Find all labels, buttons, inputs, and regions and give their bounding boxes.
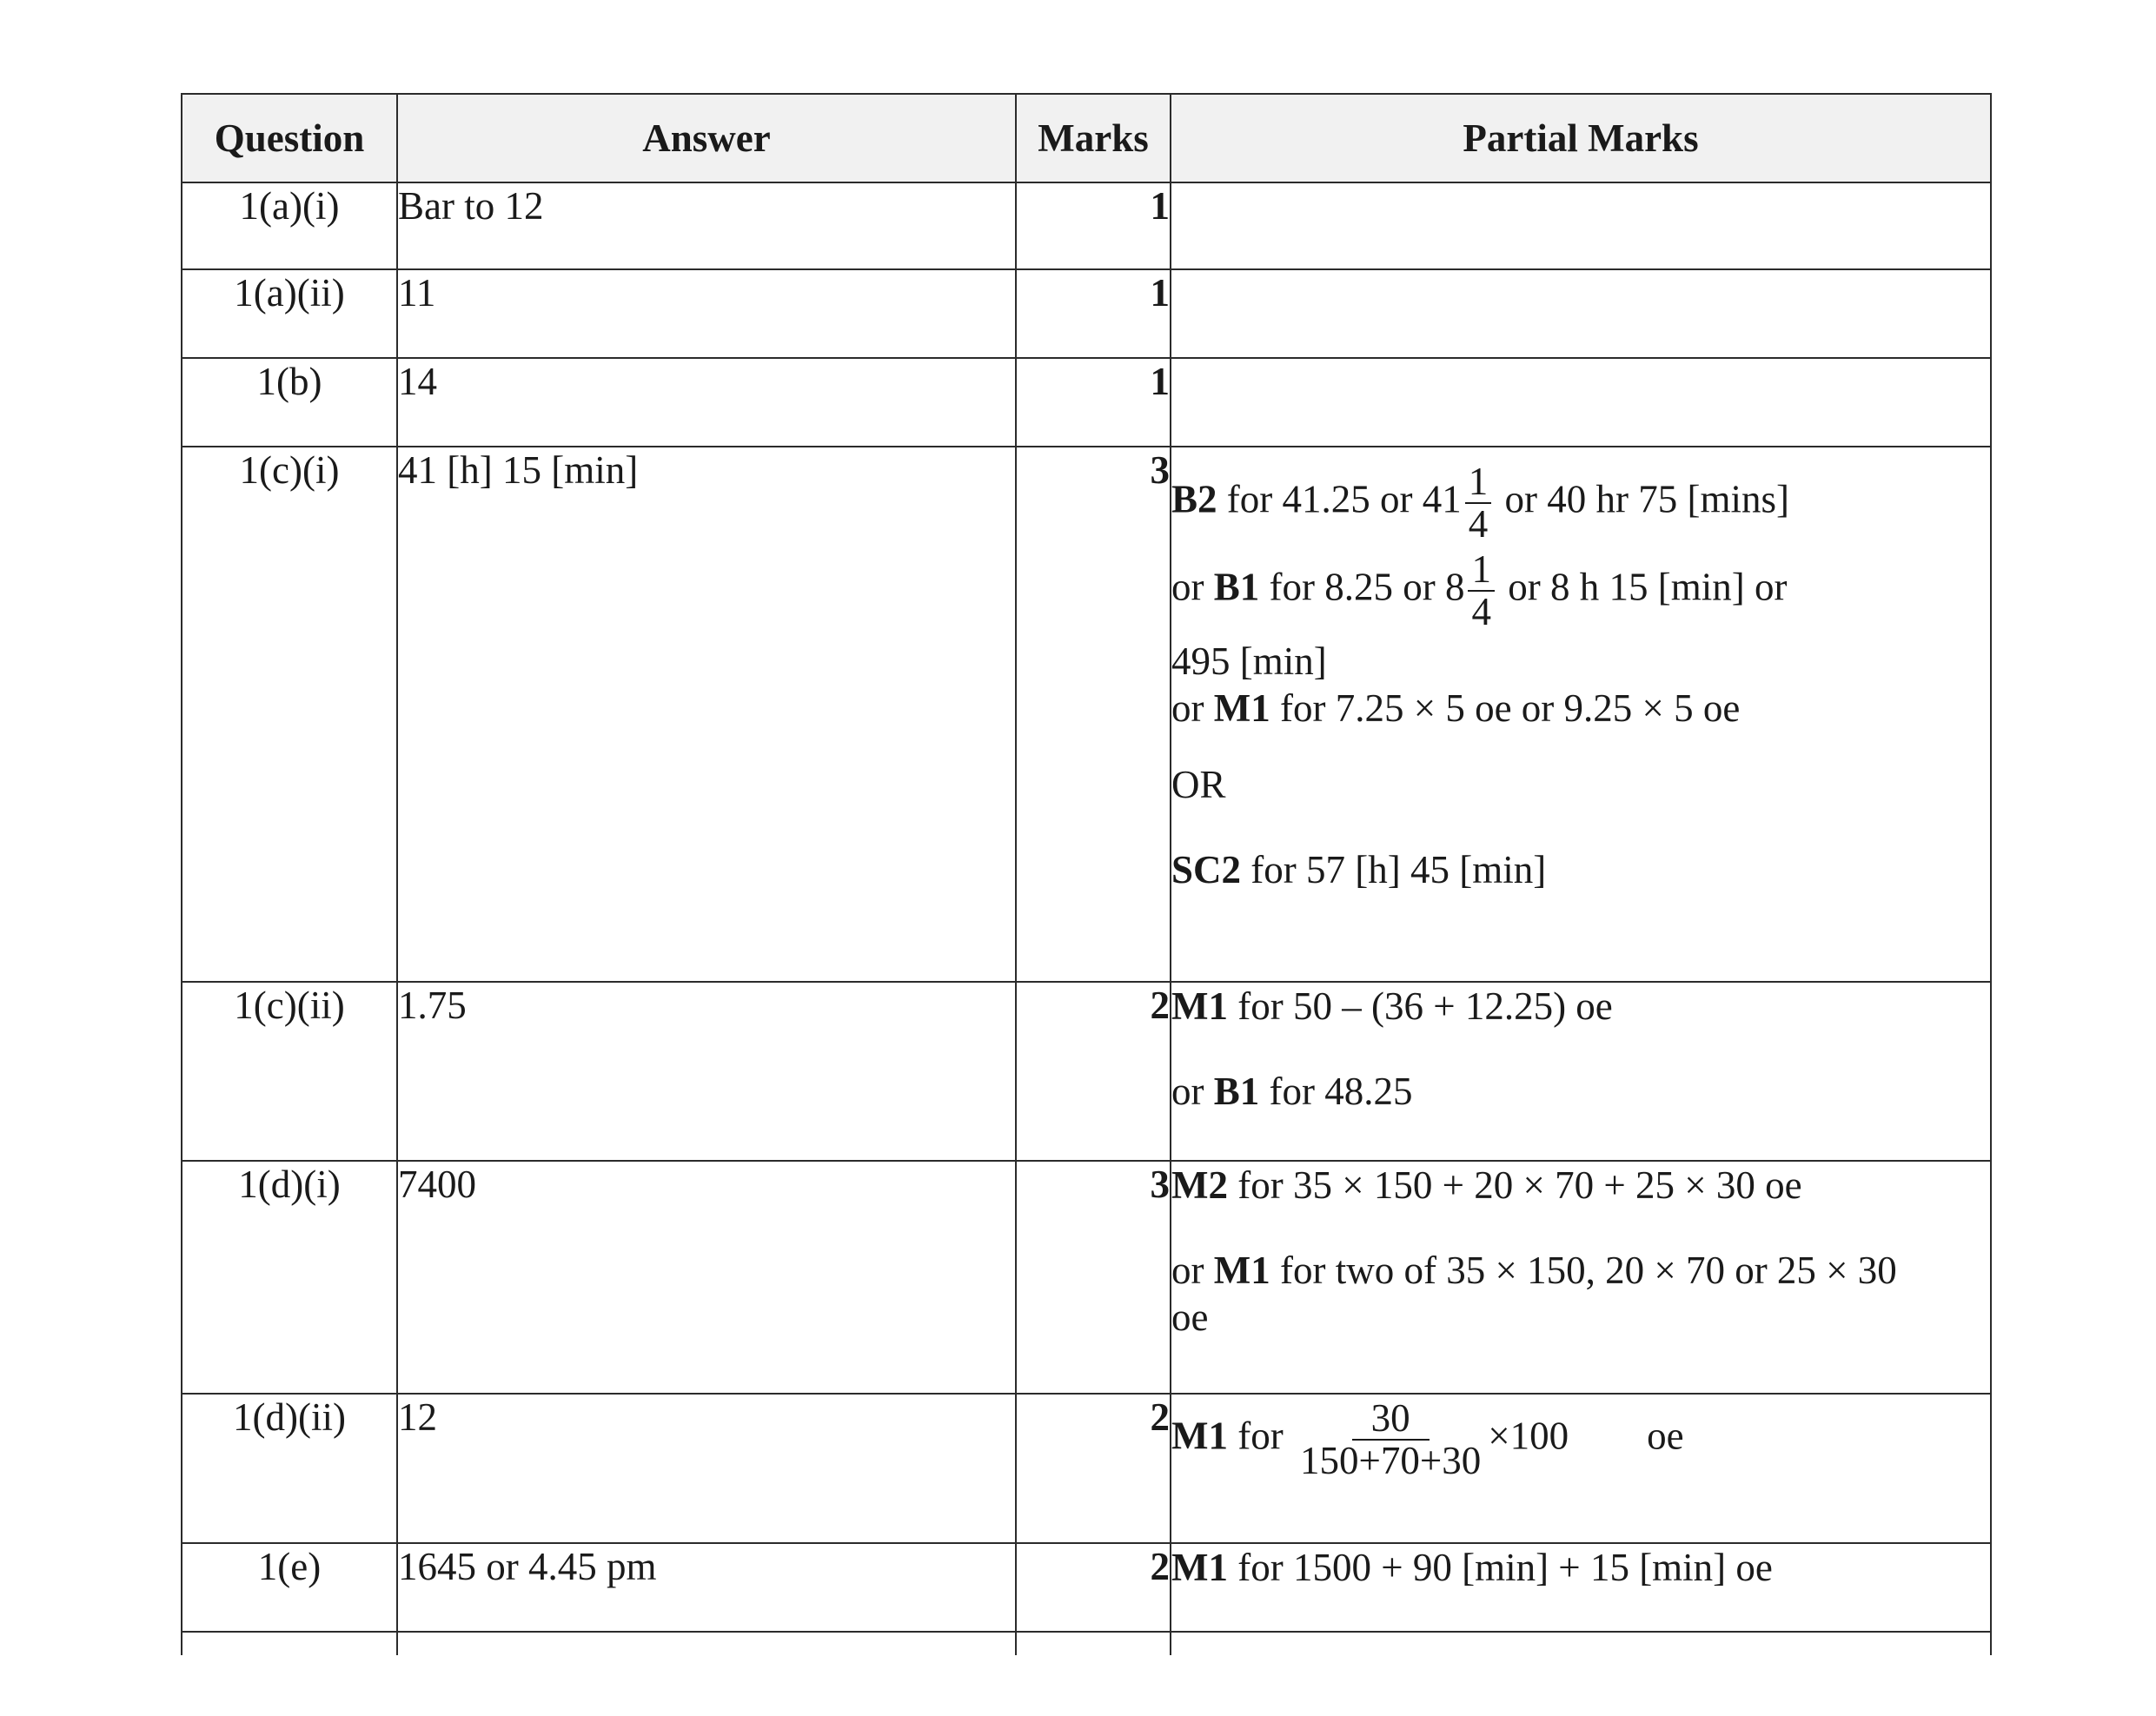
partial-text: for 50 – (36 + 12.25) oe — [1227, 984, 1613, 1028]
partial-marks-cell — [1171, 269, 1991, 358]
partial-marks-cell — [1171, 1543, 1991, 1632]
or-text: or — [1171, 1249, 1214, 1292]
question-cell: 1(e) — [182, 1543, 397, 1632]
marks-cell: 1 — [1016, 182, 1171, 269]
question-cell: 1(b) — [182, 358, 397, 447]
partial-text: for — [1227, 1414, 1293, 1458]
marks-cell: 1 — [1016, 358, 1171, 447]
fraction-denominator: 150+70+30 — [1299, 1439, 1482, 1483]
partial-text: or 40 hr 75 [mins] — [1495, 477, 1789, 521]
table-row — [182, 447, 1991, 982]
marks-cell: 1 — [1016, 269, 1171, 358]
partial-text: or 8 h 15 [min] or — [1497, 565, 1788, 609]
partial-text: oe — [1647, 1414, 1684, 1458]
header-row — [182, 94, 1991, 182]
mark-code-m2: M2 — [1171, 1163, 1228, 1207]
partial-marks-cell — [1171, 1161, 1991, 1394]
marks-cell: 2 — [1016, 982, 1171, 1161]
mark-code-b1: B1 — [1213, 1070, 1260, 1113]
header-question: Question — [182, 94, 397, 182]
answer-cell: 1.75 — [397, 982, 1016, 1161]
fraction-numerator: 30 — [1352, 1398, 1430, 1441]
partial-marks-cell — [1171, 182, 1991, 269]
partial-text: for two of 35 × 150, 20 × 70 or 25 × 30 — [1270, 1249, 1897, 1292]
partial-text: for 1500 + 90 [min] + 15 [min] oe — [1227, 1546, 1773, 1589]
marks-cell: 3 — [1016, 447, 1171, 982]
table-row — [182, 982, 1991, 1161]
empty-cell — [1171, 1632, 1991, 1655]
mark-code-m1: M1 — [1171, 1414, 1228, 1458]
partial-text: for 41.25 or 41 — [1217, 477, 1462, 521]
fraction-one-quarter — [1468, 549, 1495, 633]
table-row — [182, 269, 1991, 358]
empty-cell — [397, 1632, 1016, 1655]
mark-code-m1: M1 — [1213, 1249, 1270, 1292]
partial-marks-cell — [1171, 982, 1991, 1161]
question-cell: 1(a)(i) — [182, 182, 397, 269]
table-row — [182, 182, 1991, 269]
or-text: or — [1171, 686, 1214, 730]
fraction-denominator: 4 — [1471, 589, 1491, 633]
fraction-denominator: 4 — [1468, 502, 1489, 547]
table-row — [182, 358, 1991, 447]
or-text: or — [1171, 565, 1214, 609]
mark-code-b1: B1 — [1213, 565, 1260, 609]
mark-code-m1: M1 — [1213, 686, 1270, 730]
mark-code-sc2: SC2 — [1171, 848, 1242, 891]
or-text: or — [1171, 1070, 1214, 1113]
answer-cell: 14 — [397, 358, 1016, 447]
percentage-fraction — [1297, 1398, 1484, 1482]
marks-cell: 2 — [1016, 1543, 1171, 1632]
fraction-one-quarter — [1465, 461, 1492, 546]
mark-code-b2: B2 — [1171, 477, 1217, 521]
header-partial-marks: Partial Marks — [1171, 94, 1991, 182]
table-row — [182, 1543, 1991, 1632]
or-separator: OR — [1171, 763, 1226, 806]
partial-marks-cell — [1171, 1394, 1991, 1543]
partial-text: for 48.25 — [1259, 1070, 1413, 1113]
marks-cell: 3 — [1016, 1161, 1171, 1394]
answer-cell: 7400 — [397, 1161, 1016, 1394]
partial-marks-cell — [1171, 358, 1991, 447]
answer-cell: 41 [h] 15 [min] — [397, 447, 1016, 982]
answer-cell: 11 — [397, 269, 1016, 358]
mark-scheme-table — [181, 93, 1992, 1655]
partial-text: ×100 — [1488, 1414, 1569, 1458]
answer-cell: 12 — [397, 1394, 1016, 1543]
mark-code-m1: M1 — [1171, 984, 1228, 1028]
partial-text: oe — [1171, 1295, 1209, 1339]
partial-text: for 57 [h] 45 [min] — [1241, 848, 1547, 891]
answer-cell: Bar to 12 — [397, 182, 1016, 269]
question-cell: 1(c)(ii) — [182, 982, 397, 1161]
partial-text: for 35 × 150 + 20 × 70 + 25 × 30 oe — [1227, 1163, 1802, 1207]
partial-text: for 8.25 or 8 — [1259, 565, 1465, 609]
header-marks: Marks — [1016, 94, 1171, 182]
marks-cell: 2 — [1016, 1394, 1171, 1543]
partial-text: for 7.25 × 5 oe or 9.25 × 5 oe — [1270, 686, 1741, 730]
table-row — [182, 1161, 1991, 1394]
fraction-numerator: 1 — [1465, 461, 1492, 504]
table-row — [182, 1394, 1991, 1543]
table-row-continuation — [182, 1632, 1991, 1655]
mark-code-m1: M1 — [1171, 1546, 1228, 1589]
partial-text: 495 [min] — [1171, 639, 1327, 683]
question-cell: 1(d)(ii) — [182, 1394, 397, 1543]
empty-cell — [182, 1632, 397, 1655]
header-answer: Answer — [397, 94, 1016, 182]
empty-cell — [1016, 1632, 1171, 1655]
question-cell: 1(c)(i) — [182, 447, 397, 982]
partial-marks-cell — [1171, 447, 1991, 982]
question-cell: 1(d)(i) — [182, 1161, 397, 1394]
fraction-numerator: 1 — [1468, 549, 1495, 592]
question-cell: 1(a)(ii) — [182, 269, 397, 358]
answer-cell: 1645 or 4.45 pm — [397, 1543, 1016, 1632]
